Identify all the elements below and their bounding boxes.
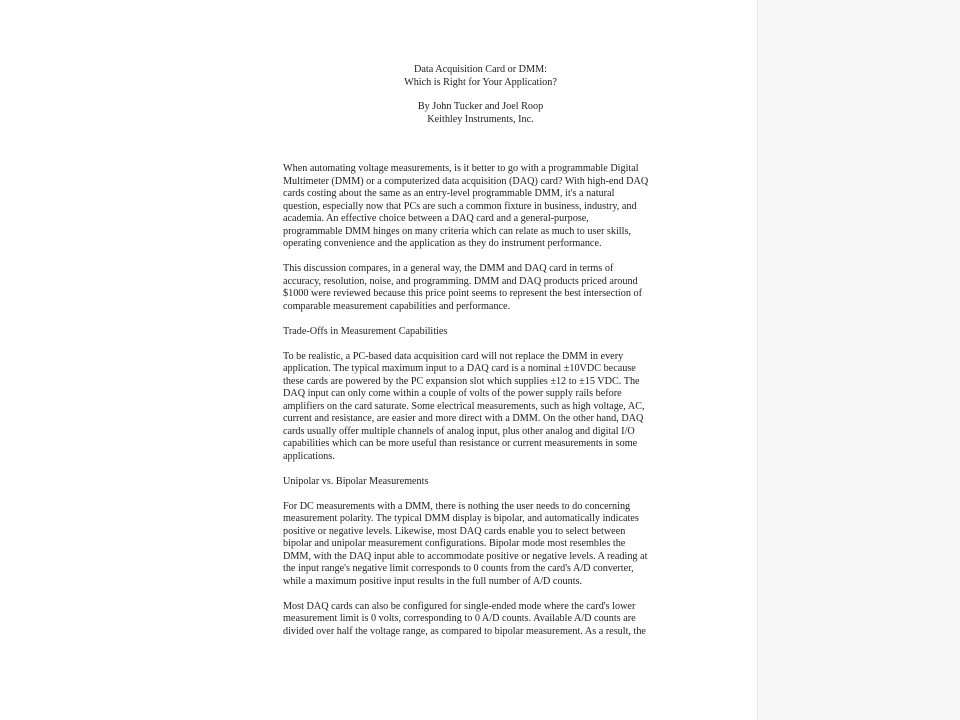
title-line-1: Data Acquisition Card or DMM:	[414, 64, 547, 75]
text-line: cards costing about the same as an entry-level programmable DMM, it's a natural	[283, 188, 615, 199]
paragraph-comparison	[283, 263, 678, 313]
text-line: current and resistance, are easier and more direct with a DMM. On the other hand, DAQ	[283, 413, 644, 424]
text-line: operating convenience and the application as they do instrument performance.	[283, 238, 602, 249]
text-line: bipolar and unipolar measurement configurations. Bipolar mode most resembles the	[283, 538, 626, 549]
document-page	[283, 64, 678, 651]
text-line: For DC measurements with a DMM, there is nothing the user needs to do concerning	[283, 500, 631, 512]
title-line-2: Which is Right for Your Application?	[404, 76, 557, 88]
text-line: academia. An effective choice between a DAQ card and a general-purpose,	[283, 213, 589, 224]
text-line: measurement polarity. The typical DMM display is bipolar, and automatically indicates	[283, 513, 639, 524]
text-line: applications.	[283, 450, 335, 462]
text-line: divided over half the voltage range, as compared to bipolar measurement. As a result, the	[283, 625, 646, 637]
text-line: measurement limit is 0 volts, corresponding to 0 A/D counts. Available A/D counts are	[283, 613, 636, 624]
text-line: accuracy, resolution, noise, and programming. DMM and DAQ products priced around	[283, 275, 638, 287]
text-line: application. The typical maximum input to a DAQ card is a nominal ±10VDC because	[283, 363, 636, 374]
text-line: these cards are powered by the PC expansion slot which supplies ±12 to ±15 VDC. The	[283, 375, 640, 387]
byline-authors: By John Tucker and Joel Roop	[417, 101, 544, 112]
paragraph-single-ended	[283, 601, 678, 639]
text-line: cards usually offer multiple channels of analog input, plus other analog and digital I/O	[283, 425, 635, 437]
section-heading-polarity: Unipolar vs. Bipolar Measurements	[283, 475, 429, 487]
text-line: the input range's negative limit corresponds to 0 counts from the card's A/D converter,	[283, 563, 634, 574]
text-line: question, especially now that PCs are such a common fixture in business, industry, and	[283, 200, 637, 212]
byline-company: Keithley Instruments, Inc.	[427, 113, 534, 125]
text-line: amplifiers on the card saturate. Some electrical measurements, such as high voltage, AC,	[283, 400, 645, 412]
text-line: while a maximum positive input results in the full number of A/D counts.	[283, 575, 583, 587]
paragraph-intro	[283, 163, 678, 251]
side-panel	[757, 0, 960, 720]
text-line: capabilities which can be more useful than resistance or current measurements in some	[283, 438, 638, 449]
text-line: When automating voltage measurements, is it better to go with a programmable Digital	[283, 163, 639, 174]
document-byline	[283, 101, 678, 126]
paragraph-polarity	[283, 501, 678, 589]
text-line: comparable measurement capabilities and performance.	[283, 300, 511, 312]
text-line: To be realistic, a PC-based data acquisition card will not replace the DMM in every	[283, 350, 624, 362]
paragraph-tradeoffs	[283, 351, 678, 464]
text-line: Multimeter (DMM) or a computerized data acquisition (DAQ) card? With high-end DAQ	[283, 175, 649, 187]
text-line: DMM, with the DAQ input able to accommodate positive or negative levels. A reading at	[283, 550, 648, 562]
text-line: $1000 were reviewed because this price point seems to represent the best intersection of	[283, 288, 642, 299]
text-line: programmable DMM hinges on many criteria which can relate as much to user skills,	[283, 225, 631, 237]
document-title	[283, 64, 678, 89]
document-body	[283, 163, 678, 638]
text-line: Most DAQ cards can also be configured for single-ended mode where the card's lower	[283, 600, 636, 612]
text-line: positive or negative levels. Likewise, most DAQ cards enable you to select between	[283, 525, 626, 537]
text-line: DAQ input can only come within a couple of volts of the power supply rails before	[283, 388, 622, 399]
text-line: This discussion compares, in a general way, the DMM and DAQ card in terms of	[283, 263, 614, 274]
section-heading-tradeoffs: Trade-Offs in Measurement Capabilities	[283, 325, 448, 337]
